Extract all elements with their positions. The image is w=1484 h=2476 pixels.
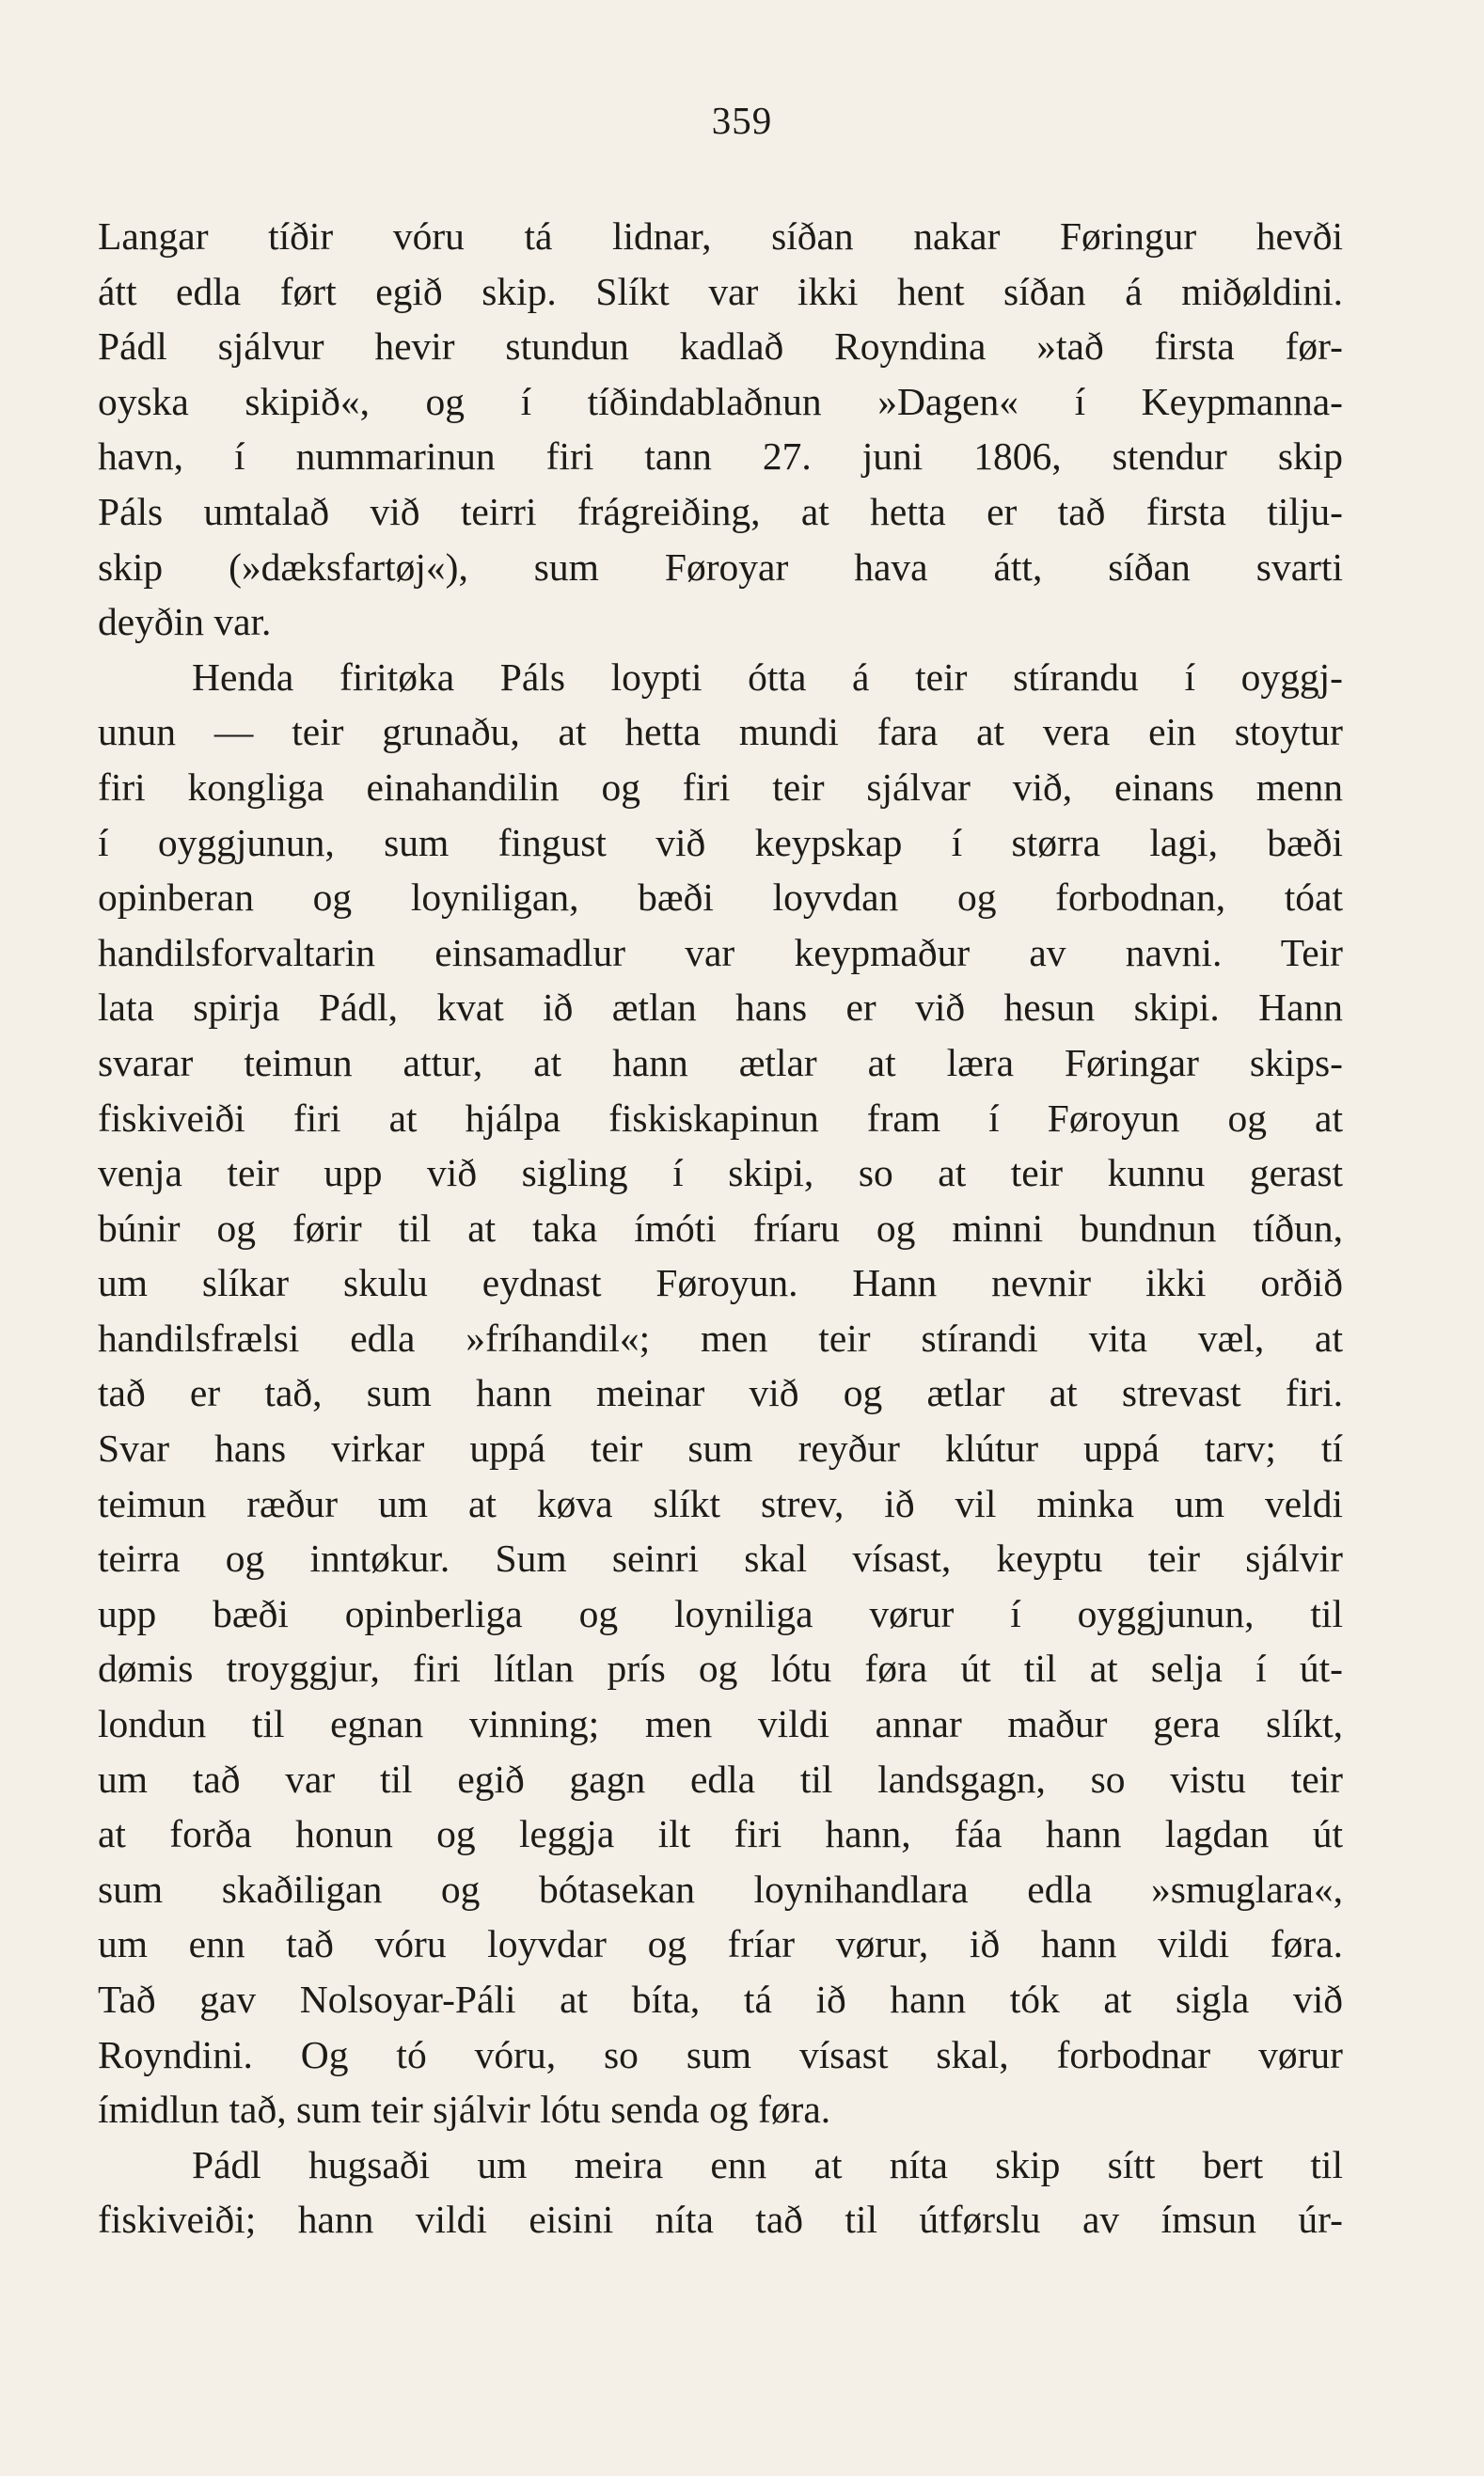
page-number: 359 [711, 99, 773, 142]
text-line: Pádl sjálvur hevir stundun kadlað Royndina »tað firsta før- [98, 324, 1343, 369]
text-line: Royndini. Og tó vóru, so sum vísast skal, forbodnar vørur [98, 2032, 1343, 2076]
text-line: oyska skipið«, og í tíðindablaðnun »Dagen« í Keypmanna- [98, 379, 1343, 423]
text-line: at forða honun og leggja ilt firi hann, fáa hann lagdan út [98, 1812, 1343, 1856]
text-line: lata spirja Pádl, kvat ið ætlan hans er við hesun skipi. Hann [98, 986, 1343, 1030]
text-line: fiskiveiði firi at hjálpa fiskiskapinun fram í Føroyun og at [98, 1096, 1343, 1140]
text-line: Tað gav Nolsoyar-Páli at bíta, tá ið hann tók at sigla við [98, 1978, 1343, 2021]
text-line: opinberan og loyniligan, bæði loyvdan og forbodnan, tóat [98, 875, 1343, 920]
text-line: átt edla ført egið skip. Slíkt var ikki hent síðan á miðøldini. [98, 269, 1343, 313]
text-line: upp bæði opinberliga og loyniliga vørur í oyggjunun, til [98, 1591, 1343, 1635]
text-line: handilsforvaltarin einsamadlur var keypmaður av navni. Teir [98, 930, 1343, 974]
text-line: venja teir upp við sigling í skipi, so at teir kunnu gerast [98, 1151, 1343, 1195]
text-line: teirra og inntøkur. Sum seinri skal vísast, keyptu teir sjálvir [98, 1537, 1343, 1581]
text-line: tað er tað, sum hann meinar við og ætlar at strevast firi. [98, 1371, 1343, 1415]
text-line: handilsfrælsi edla »fríhandil«; men teir stírandi vita væl, at [98, 1316, 1343, 1360]
text-line: havn, í nummarinun firi tann 27. juni 1806, stendur skip [98, 434, 1343, 479]
text-line: fiskiveiði; hann vildi eisini níta tað til útførslu av ímsun úr- [98, 2198, 1343, 2242]
text-line: um tað var til egið gagn edla til landsgagn, so vistu teir [98, 1757, 1343, 1801]
text-line: Páls umtalað við teirri frágreiðing, at hetta er tað firsta tilju- [98, 489, 1343, 533]
text-line: Langar tíðir vóru tá lidnar, síðan nakar Føringur hevði [98, 214, 1343, 258]
paragraph-start-line: Pádl hugsaði um meira enn at níta skip sítt bert til [192, 2142, 1343, 2186]
text-line: Svar hans virkar uppá teir sum reyður klútur uppá tarv; tí [98, 1427, 1343, 1471]
text-line: teimun ræður um at køva slíkt strev, ið vil minka um veldi [98, 1481, 1343, 1525]
text-line: ímidlun tað, sum teir sjálvir lótu senda og føra. [98, 2088, 831, 2132]
paragraph-start-line: Henda firitøka Páls loypti ótta á teir stírandu í oyggj- [192, 654, 1343, 699]
text-line: búnir og førir til at taka ímóti fríaru og minni bundnun tíðun, [98, 1206, 1343, 1250]
text-line: svarar teimun attur, at hann ætlar at læra Føringar skips- [98, 1040, 1343, 1084]
text-line: unun — teir grunaðu, at hetta mundi fara at vera ein stoytur [98, 710, 1343, 754]
text-line: firi kongliga einahandilin og firi teir sjálvar við, einans menn [98, 765, 1343, 809]
text-line: dømis troyggjur, firi lítlan prís og lótu føra út til at selja í út- [98, 1647, 1343, 1691]
text-line: um enn tað vóru loyvdar og fríar vørur, ið hann vildi føra. [98, 1922, 1343, 1966]
text-line: um slíkar skulu eydnast Føroyun. Hann nevnir ikki orðið [98, 1261, 1343, 1305]
body-text [98, 209, 1343, 2247]
text-line: sum skaðiligan og bótasekan loynihandlara edla »smuglara«, [98, 1867, 1343, 1911]
text-line: deyðin var. [98, 600, 272, 644]
text-line: í oyggjunun, sum fingust við keypskap í størra lagi, bæði [98, 820, 1343, 864]
text-line: londun til egnan vinning; men vildi annar maður gera slíkt, [98, 1702, 1343, 1746]
text-line: skip (»dæksfartøj«), sum Føroyar hava átt, síðan svarti [98, 544, 1343, 589]
